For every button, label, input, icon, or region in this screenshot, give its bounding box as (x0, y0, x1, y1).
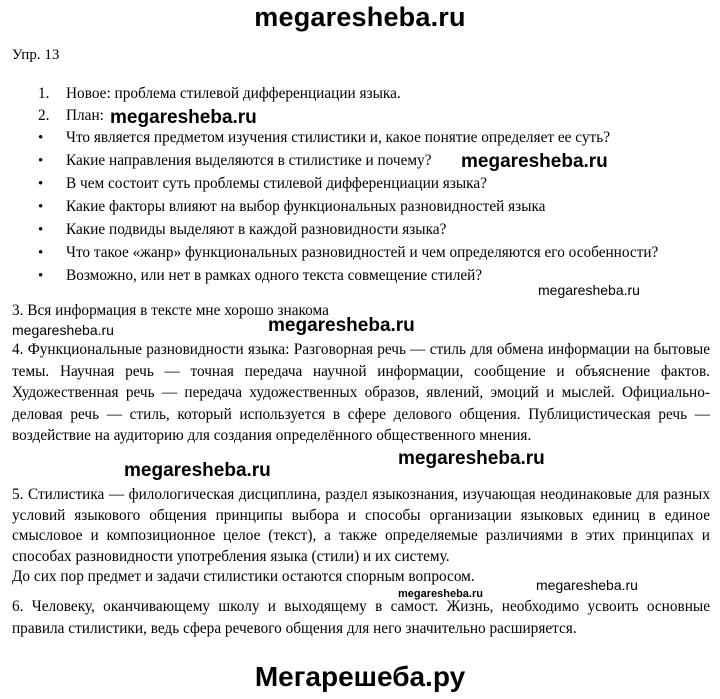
plan-bullet (38, 197, 546, 217)
paragraph-5-note: До сих пор предмет и задачи стилистики остаются спорным вопросом. (12, 568, 475, 585)
numbered-item-1 (38, 84, 401, 104)
paragraph-6: 6. Человеку, оканчивающему школу и выходящему в самост. Жизнь, необходимо усвоить основные правила стилистики, ведь сфера речевого общения для него значительно расширяется. (12, 598, 710, 637)
watermark: megaresheba.ru (110, 107, 257, 128)
bullet-text: В чем состоит суть проблемы стилевой дифференциации языка? (66, 175, 487, 192)
plan-bullet (38, 266, 483, 286)
plan-bullet (38, 151, 432, 171)
paragraph-4: 4. Функциональные разновидности языка: Разговорная речь — стиль для обмена информации на бытовые темы. Научная речь — точная передача научной информации, сообщение и объяснение фактов. Художественная речь — передача художественных образов, явлений, эмоций и мыслей. Официально-деловая речь — стиль, который используется в сфере делового общения. Публицистическая речь — воздействие на аудиторию для создания определённого общественного мнения. (12, 341, 710, 444)
item-text: Новое: проблема стилевой дифференциации языка. (66, 85, 401, 102)
watermark: megaresheba.ru (398, 448, 545, 469)
watermark: megaresheba.ru (461, 151, 608, 172)
numbered-item-2 (38, 106, 104, 126)
item-number: 2. (38, 107, 50, 124)
watermark: megaresheba.ru (538, 282, 640, 298)
bullet-icon: • (38, 176, 44, 192)
bullet-icon: • (38, 268, 44, 284)
bullet-text: Возможно, или нет в рамках одного текста совмещение стилей? (66, 267, 483, 284)
bullet-text: Что такое «жанр» функциональных разновидностей и чем определяются его особенности? (66, 244, 659, 261)
bullet-icon: • (38, 245, 44, 261)
item-number: 1. (38, 85, 50, 102)
bullet-icon: • (38, 153, 44, 169)
watermark: megaresheba.ru (536, 577, 638, 593)
plan-bullet (38, 128, 610, 148)
plan-bullet (38, 174, 487, 194)
watermark: megaresheba.ru (268, 315, 415, 336)
bullet-text: Какие подвиды выделяют в каждой разновидности языка? (66, 221, 447, 238)
bullet-text: Какие факторы влияют на выбор функциональных разновидностей языка (66, 198, 546, 215)
watermark: megaresheba.ru (12, 322, 114, 338)
watermark: megaresheba.ru (398, 588, 483, 600)
site-footer: Мегарешеба.ру (254, 661, 466, 692)
bullet-text: Что является предметом изучения стилистики и, какое понятие определяет ее суть? (66, 129, 610, 146)
paragraph-3: 3. Вся информация в тексте мне хорошо знакома (12, 302, 329, 319)
exercise-title: Упр. 13 (12, 47, 60, 63)
plan-bullet (38, 220, 447, 240)
bullet-text: Какие направления выделяются в стилистике и почему? (66, 152, 432, 169)
paragraph-5: 5. Стилистика — филологическая дисциплина, раздел языкознания, изучающая неодинаковые для разных условий языкового общения принципы выбора и способы организации языковых единиц в единое смысловое и композиционное целое (текст), а также определяемые различиями в этих принципах и способах разновидности употребления языка (стили) и их систему. (12, 486, 710, 565)
site-header: megaresheba.ru (254, 2, 466, 32)
item-text: План: (66, 107, 104, 124)
bullet-icon: • (38, 199, 44, 215)
bullet-icon: • (38, 130, 44, 146)
plan-bullet (38, 243, 659, 263)
watermark: megaresheba.ru (124, 460, 271, 481)
bullet-icon: • (38, 222, 44, 238)
